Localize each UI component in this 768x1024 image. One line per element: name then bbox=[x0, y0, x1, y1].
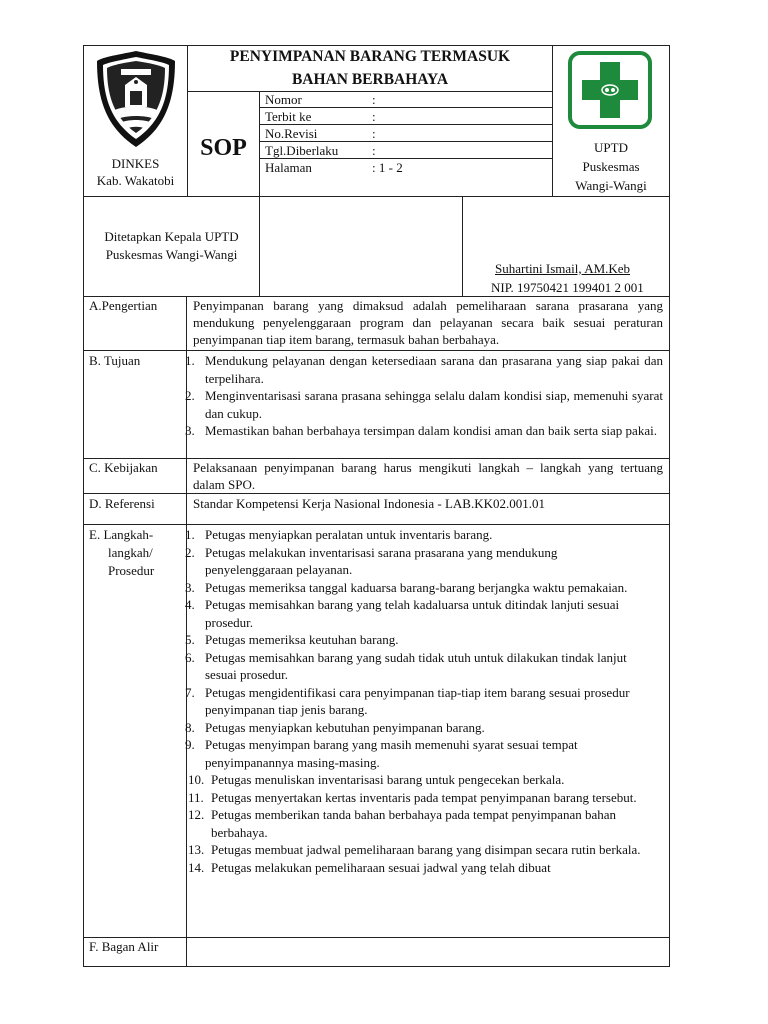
section-label-bagan: F. Bagan Alir bbox=[89, 939, 159, 954]
list-item: 1. Petugas menyiapkan peralatan untuk inventaris barang. bbox=[185, 527, 493, 542]
meta-nomor-value: : bbox=[372, 92, 376, 107]
section-label-langkah-2: langkah/ bbox=[108, 545, 153, 560]
meta-revisi-label: No.Revisi bbox=[265, 126, 318, 141]
left-org-name: DINKES bbox=[111, 156, 160, 171]
langkah-list bbox=[185, 526, 645, 876]
sop-label: SOP bbox=[200, 135, 247, 161]
list-item: 2. Petugas melakukan inventarisasi sarana prasarana yang mendukung penyelenggaraan pelayanan. bbox=[185, 544, 558, 577]
document-title-line1: PENYIMPANAN BARANG TERMASUK bbox=[229, 48, 511, 65]
list-item: 5. Petugas memeriksa keutuhan barang. bbox=[185, 632, 399, 647]
meta-halaman-value: : 1 - 2 bbox=[372, 160, 403, 175]
kebijakan-text: Pelaksanaan penyimpanan barang harus mengikuti langkah – langkah yang tertuang dalam SPO. bbox=[193, 460, 663, 492]
list-item: 13. Petugas membuat jadwal pemeliharaan barang yang disimpan secara rutin berkala. bbox=[188, 842, 641, 857]
meta-halaman-label: Halaman bbox=[265, 160, 312, 175]
meta-tgl-label: Tgl.Diberlaku bbox=[265, 143, 339, 158]
pengertian-text: Penyimpanan barang yang dimaksud adalah pemeliharaan sarana prasarana yang mendukung penyelenggaraan program dan pelayanan secara baik sesuai peraturan penyimpanan tiap item barang, termasuk bahan berbahaya. bbox=[193, 298, 663, 347]
list-item: 4. Petugas memisahkan barang yang telah kadaluarsa untuk ditindak lanjuti sesuai prosedur. bbox=[185, 597, 620, 630]
section-label-referensi: D. Referensi bbox=[89, 496, 155, 511]
signer-name: Suhartini Ismail, AM.Keb bbox=[495, 261, 631, 276]
approval-line2: Puskesmas Wangi-Wangi bbox=[105, 247, 238, 262]
list-item: 9. Petugas menyimpan barang yang masih memenuhi syarat sesuai tempat penyimpanannya masing-masing. bbox=[185, 737, 578, 770]
referensi-text: Standar Kompetensi Kerja Nasional Indonesia - LAB.KK02.001.01 bbox=[193, 496, 546, 511]
list-item: 10. Petugas menuliskan inventarisasi barang untuk pengecekan berkala. bbox=[188, 772, 565, 787]
list-item: 1. Mendukung pelayanan dengan ketersediaan sarana dan prasarana yang siap pakai dan terpelihara. bbox=[185, 353, 663, 386]
list-item: 14. Petugas melakukan pemeliharaan sesuai jadwal yang telah dibuat bbox=[188, 859, 551, 875]
section-label-langkah-1: E. Langkah- bbox=[89, 527, 154, 542]
approval-line1: Ditetapkan Kepala UPTD bbox=[104, 229, 239, 244]
list-item: 3. Petugas memeriksa tanggal kaduarsa barang-barang berjangka waktu pemakaian. bbox=[185, 579, 628, 595]
right-org-line1: UPTD bbox=[594, 140, 628, 155]
section-label-langkah-3: Prosedur bbox=[108, 563, 155, 578]
list-item: 2. Menginventarisasi sarana prasana sehingga selalu dalam kondisi siap, memenuhi syarat dan cukup. bbox=[185, 388, 663, 421]
list-item: 11. Petugas menyertakan kertas inventaris pada tempat penyimpanan barang tersebut. bbox=[188, 789, 637, 805]
left-org-region: Kab. Wakatobi bbox=[96, 173, 175, 188]
right-org-line3: Wangi-Wangi bbox=[575, 178, 647, 193]
document-title-line2: BAHAN BERBAHAYA bbox=[291, 71, 449, 88]
list-item: 12. Petugas memberikan tanda bahan berbahaya pada tempat penyimpanan bahan berbahaya. bbox=[188, 807, 617, 840]
section-label-tujuan: B. Tujuan bbox=[89, 353, 141, 368]
wakatobi-crest-icon bbox=[95, 49, 177, 149]
tujuan-list bbox=[185, 352, 663, 440]
list-item: 3. Memastikan bahan berbahaya tersimpan dalam kondisi aman dan baik serta siap pakai. bbox=[185, 423, 657, 438]
meta-tgl-value: : bbox=[372, 143, 376, 158]
meta-terbit-label: Terbit ke bbox=[265, 109, 312, 124]
list-item: 8. Petugas menyiapkan kebutuhan penyimpanan barang. bbox=[185, 719, 485, 735]
list-item: 6. Petugas memisahkan barang yang sudah tidak utuh untuk dilakukan tindak lanjut sesuai prosedur. bbox=[185, 649, 627, 682]
puskesmas-green-cross-icon bbox=[567, 50, 653, 130]
meta-nomor-label: Nomor bbox=[265, 92, 302, 107]
right-org-line2: Puskesmas bbox=[582, 159, 640, 174]
signer-nip: NIP. 19750421 199401 2 001 bbox=[491, 280, 644, 295]
meta-revisi-value: : bbox=[372, 126, 376, 141]
list-item: 7. Petugas mengidentifikasi cara penyimpanan tiap-tiap item barang sesuai prosedur penyimpanan tiap jenis barang. bbox=[185, 684, 630, 717]
section-label-kebijakan: C. Kebijakan bbox=[89, 460, 158, 475]
section-label-pengertian: A.Pengertian bbox=[89, 298, 158, 313]
meta-terbit-value: : bbox=[372, 109, 376, 124]
